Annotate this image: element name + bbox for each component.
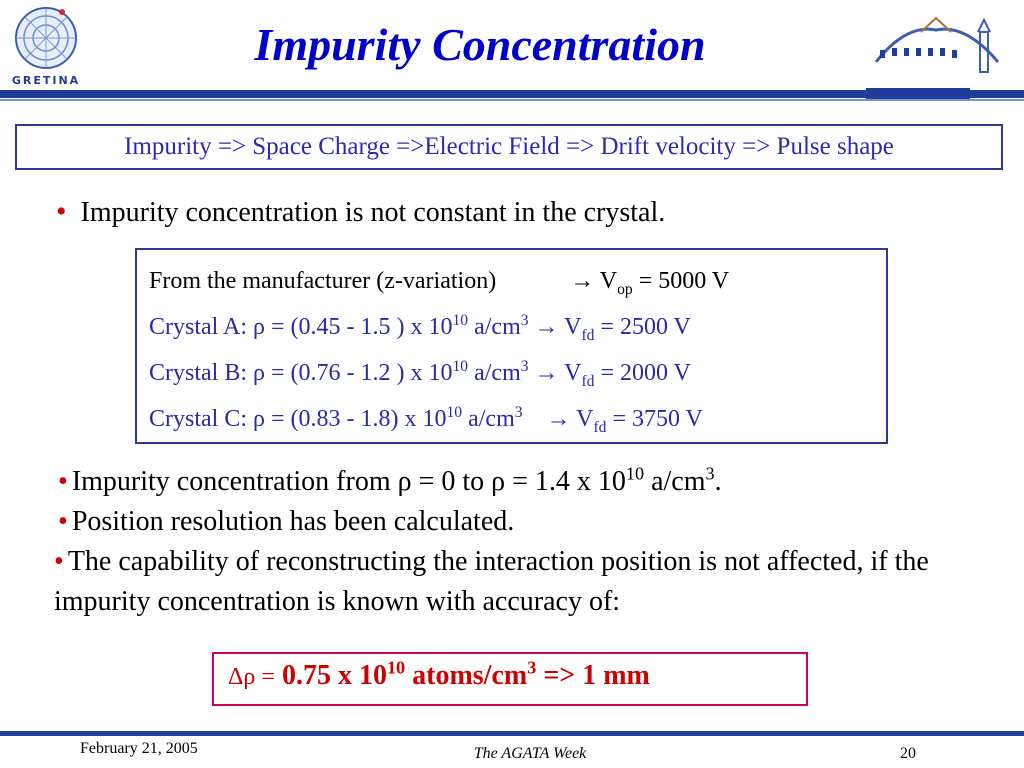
arrow-icon: → xyxy=(534,360,559,386)
bullet-icon: • xyxy=(58,506,68,537)
voltage-value: = 2500 V xyxy=(600,314,691,340)
voltage-value: = 2000 V xyxy=(600,360,691,386)
bullet-end: . xyxy=(714,466,722,497)
chain-text: Impurity => Space Charge =>Electric Field => Drift velocity => Pulse shape xyxy=(124,133,894,160)
exponent: 10 xyxy=(446,404,463,421)
unit-exponent: 3 xyxy=(705,463,715,484)
voltage-subscript: fd xyxy=(581,372,595,390)
unit: a/cm xyxy=(468,314,521,340)
bullet-item xyxy=(58,462,978,502)
crystal-row xyxy=(149,304,886,350)
voltage-subscript: fd xyxy=(593,418,607,436)
page-title: Impurity Concentration xyxy=(254,19,706,70)
voltage-value: = 5000 V xyxy=(638,268,730,294)
unit-exponent: 3 xyxy=(520,312,529,329)
result-end: => 1 mm xyxy=(536,660,650,691)
unit: a/cm xyxy=(462,406,515,432)
bullet-icon: • xyxy=(54,546,64,577)
bullet-item xyxy=(58,502,978,542)
voltage-value: = 3750 V xyxy=(612,406,703,432)
bullet-list xyxy=(54,462,978,622)
crystal-lead: Crystal C: ρ = (0.83 - 1.8) x 10 xyxy=(149,406,447,432)
exponent: 10 xyxy=(386,657,406,678)
voltage-symbol: V xyxy=(564,314,582,340)
bullet-item xyxy=(56,195,665,229)
bullet-icon: • xyxy=(56,195,67,228)
unit: a/cm xyxy=(468,360,521,386)
manufacturer-row xyxy=(149,258,886,304)
voltage-symbol: V xyxy=(564,360,582,386)
crystal-row xyxy=(149,350,886,396)
result-box xyxy=(212,652,808,706)
bullet-text: Impurity concentration from ρ = 0 to ρ = 1.4 x 10 xyxy=(71,466,626,497)
bullet-item xyxy=(54,542,978,622)
svg-text:GRETINA: GRETINA xyxy=(11,74,81,87)
header-rule xyxy=(0,90,1024,98)
crystal-lead: Crystal B: ρ = (0.76 - 1.2 ) x 10 xyxy=(149,360,453,386)
result-lead: 0.75 x 10 xyxy=(281,660,387,691)
arrow-icon: → xyxy=(534,314,559,340)
unit-exponent: 3 xyxy=(514,404,523,421)
exponent: 10 xyxy=(452,358,469,375)
gretina-logo xyxy=(2,0,90,88)
unit-exponent: 3 xyxy=(527,657,537,678)
footer-event: The AGATA Week xyxy=(473,745,587,762)
unit-exponent: 3 xyxy=(520,358,529,375)
footer-date: February 21, 2005 xyxy=(80,740,198,757)
voltage-symbol: V xyxy=(599,268,618,294)
voltage-symbol: V xyxy=(576,406,594,432)
bullet-text: Impurity concentration is not constant in the crystal. xyxy=(80,197,666,228)
row-text: From the manufacturer (z-variation) xyxy=(149,268,497,294)
arrow-icon: → xyxy=(546,406,571,432)
bullet-text: Position resolution has been calculated. xyxy=(71,506,515,537)
unit: a/cm xyxy=(644,466,706,497)
delta-rho: Δρ = xyxy=(228,664,275,690)
crystal-box xyxy=(135,248,888,444)
bullet-icon: • xyxy=(58,466,68,497)
exponent: 10 xyxy=(452,312,469,329)
arrow-icon: → xyxy=(570,268,595,294)
footer-rule xyxy=(0,731,1024,736)
berkeley-lab-logo xyxy=(866,12,1006,100)
bullet-text: The capability of reconstructing the interaction position is not affected, if the impurity concentration is known with accuracy of: xyxy=(54,546,929,617)
voltage-subscript: fd xyxy=(581,326,595,344)
voltage-subscript: op xyxy=(617,280,633,298)
crystal-row xyxy=(149,396,886,442)
header-rule-thin xyxy=(0,99,1024,101)
page-number: 20 xyxy=(900,745,916,762)
chain-box xyxy=(15,124,1003,170)
exponent: 10 xyxy=(625,463,645,484)
crystal-lead: Crystal A: ρ = (0.45 - 1.5 ) x 10 xyxy=(149,314,453,340)
unit: atoms/cm xyxy=(405,660,528,691)
